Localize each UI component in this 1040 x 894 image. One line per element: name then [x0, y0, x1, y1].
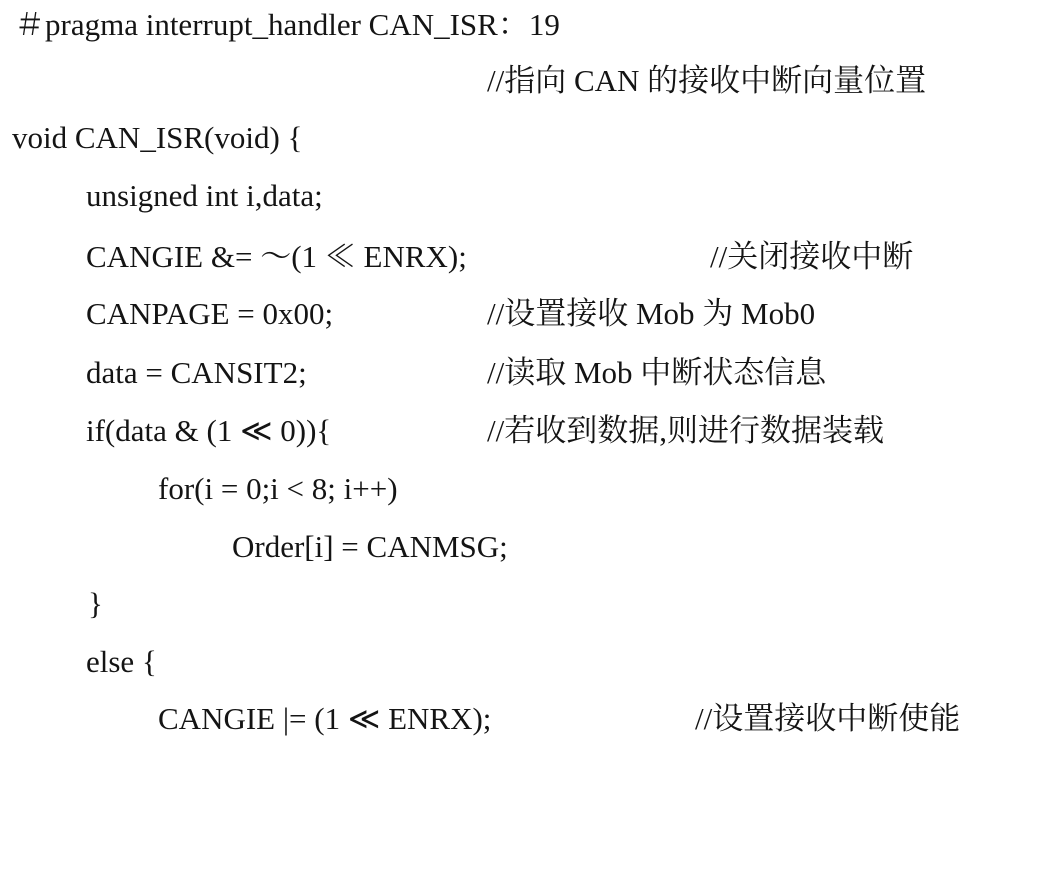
- code-line: [0, 0, 1040, 50]
- code-line: [0, 579, 1040, 629]
- code-text: unsigned int i,data;: [86, 178, 323, 213]
- code-comment: //设置接收中断使能: [695, 701, 961, 736]
- code-text: ＃pragma interrupt_handler CAN_ISR：19: [14, 7, 560, 42]
- code-line: [0, 464, 1040, 514]
- code-line: [0, 113, 1040, 163]
- code-line: [0, 171, 1040, 221]
- code-line: [0, 406, 1040, 456]
- code-text: CANGIE &= ～(1 ≪ ENRX);: [86, 239, 467, 274]
- code-comment: //设置接收 Mob 为 Mob0: [487, 296, 816, 331]
- code-line: [0, 694, 1040, 744]
- code-line: [0, 56, 1040, 106]
- code-text: for(i = 0;i < 8; i++): [158, 471, 398, 506]
- code-text: CANPAGE = 0x00;: [86, 296, 334, 331]
- code-comment: //读取 Mob 中断状态信息: [487, 355, 827, 390]
- code-line: [0, 637, 1040, 687]
- code-comment: //关闭接收中断: [710, 239, 914, 274]
- code-line: [0, 348, 1040, 398]
- code-text: CANGIE |= (1 ≪ ENRX);: [158, 701, 492, 736]
- code-comment: //指向 CAN 的接收中断向量位置: [487, 63, 927, 98]
- code-line: [0, 522, 1040, 572]
- code-text: Order[i] = CANMSG;: [232, 529, 508, 564]
- code-comment: //若收到数据,则进行数据装载: [487, 413, 884, 448]
- code-line: [0, 289, 1040, 339]
- code-text: void CAN_ISR(void) {: [12, 120, 303, 155]
- code-text: }: [88, 586, 103, 621]
- code-text: if(data & (1 ≪ 0)){: [86, 413, 332, 448]
- code-text: else {: [86, 644, 157, 679]
- code-text: data = CANSIT2;: [86, 355, 307, 390]
- code-line: [0, 232, 1040, 282]
